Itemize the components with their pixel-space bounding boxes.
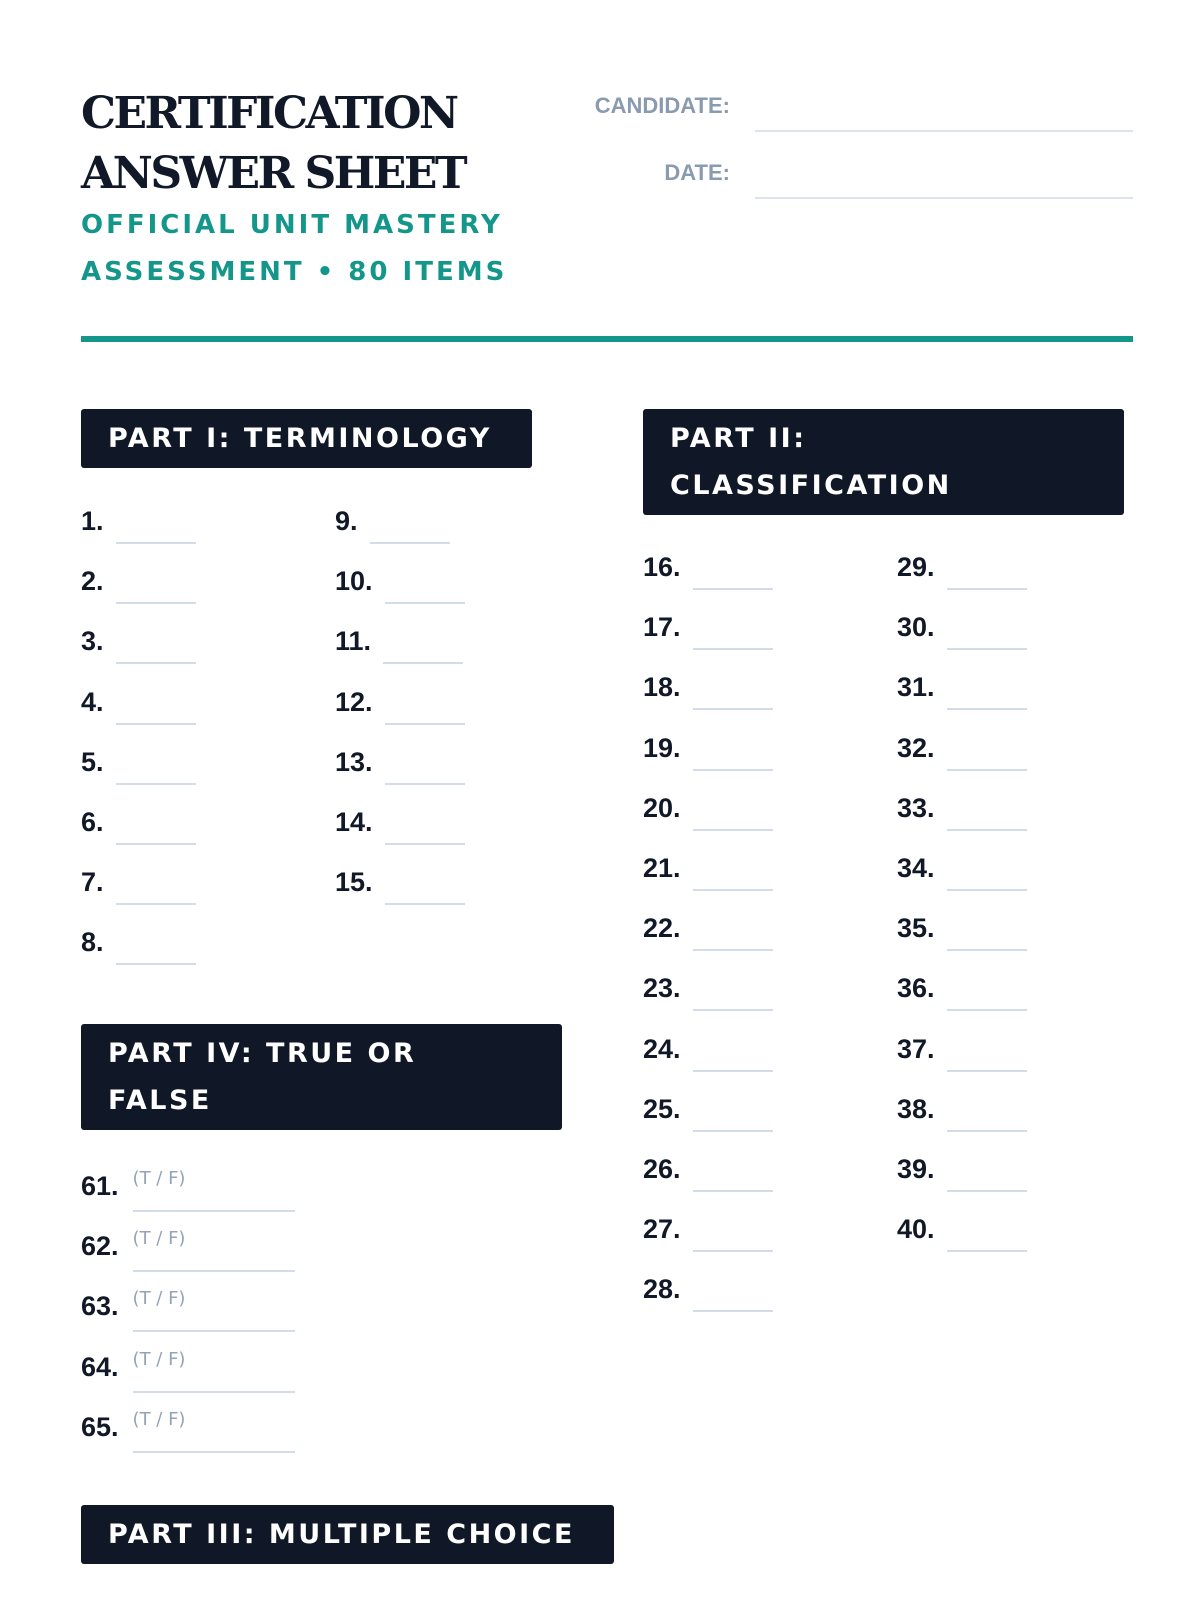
part4-heading [81,1024,562,1130]
item-number: 39. [897,1154,935,1184]
sheet-title [81,84,465,204]
answer-blank[interactable] [385,879,465,905]
answer-blank[interactable] [116,879,196,905]
answer-blank[interactable] [116,939,196,965]
item-number: 65. [81,1411,119,1442]
item-number: 30. [897,612,935,643]
part2-item [643,1273,773,1305]
answer-blank[interactable] [693,684,773,710]
part2-item [897,792,1027,824]
item-number: 19. [643,732,681,763]
part1-item [81,565,196,597]
part2-item [897,1093,1027,1125]
part1-item [335,746,465,778]
item-number: 61. [81,1171,119,1201]
item-number: 35. [897,913,935,944]
item-number: 18. [643,672,681,703]
answer-blank[interactable] [947,564,1027,590]
part1-item [81,866,196,898]
item-number: 26. [643,1154,681,1184]
date-label: DATE: [664,160,730,185]
item-number: 12. [335,686,373,717]
answer-blank[interactable] [947,684,1027,710]
answer-blank[interactable] [693,745,773,771]
item-number: 13. [335,746,373,777]
item-number: 63. [81,1291,119,1322]
item-number: 10. [335,566,373,597]
part2-heading-line: PART II: [670,423,807,454]
answer-blank[interactable] [693,925,773,951]
answer-blank[interactable] [693,1166,773,1192]
item-number: 4. [81,686,104,717]
item-number: 40. [897,1214,935,1245]
part2-item [897,671,1027,703]
item-number: 31. [897,672,935,703]
true-false-field[interactable] [133,1288,295,1332]
true-false-field[interactable] [133,1409,295,1453]
answer-blank[interactable] [947,985,1027,1011]
item-number: 2. [81,566,104,597]
part3-heading [81,1505,614,1564]
part4-heading-line: FALSE [108,1085,212,1116]
part2-item [897,1213,1027,1245]
header-divider [81,336,1133,342]
part2-item [643,732,773,764]
true-false-hint: (T / F) [132,1288,186,1310]
answer-blank[interactable] [693,1046,773,1072]
answer-blank[interactable] [947,865,1027,891]
answer-blank[interactable] [693,1106,773,1132]
part4-item [81,1288,295,1322]
part2-item [897,732,1027,764]
answer-blank[interactable] [947,1166,1027,1192]
item-number: 29. [897,552,935,582]
answer-blank[interactable] [385,699,465,725]
part2-item [643,1153,773,1185]
part2-item [897,611,1027,643]
answer-blank[interactable] [370,518,450,544]
part3-heading-line: PART III: MULTIPLE CHOICE [108,1519,575,1550]
part1-item [81,686,196,718]
true-false-hint: (T / F) [132,1168,186,1189]
item-number: 14. [335,807,373,837]
part4-heading-line: PART IV: TRUE OR [108,1038,417,1069]
item-number: 1. [81,506,104,536]
part4-item [81,1349,295,1383]
answer-blank[interactable] [116,759,196,785]
item-number: 5. [81,746,104,777]
candidate-label: CANDIDATE: [594,93,730,118]
answer-blank[interactable] [947,624,1027,650]
answer-blank[interactable] [116,699,196,725]
answer-blank[interactable] [693,1286,773,1312]
sheet-subtitle [81,202,551,296]
part2-item [643,972,773,1004]
item-number: 34. [897,853,935,883]
answer-blank[interactable] [693,865,773,891]
true-false-hint: (T / F) [132,1408,186,1430]
answer-blank[interactable] [383,638,463,664]
part2-heading-line: CLASSIFICATION [670,470,952,501]
part2-item [643,1033,773,1065]
part2-item [897,551,1027,583]
item-number: 3. [81,626,104,657]
part2-item [897,852,1027,884]
part1-item [81,926,196,958]
true-false-field[interactable] [133,1228,295,1272]
item-number: 6. [81,807,104,837]
answer-blank[interactable] [693,624,773,650]
item-number: 21. [643,853,681,883]
part1-item [335,505,450,537]
answer-blank[interactable] [385,819,465,845]
part2-item [643,1093,773,1125]
part4-item [81,1409,295,1443]
answer-blank[interactable] [116,518,196,544]
true-false-field[interactable] [133,1168,295,1212]
part1-item [335,625,463,657]
answer-blank[interactable] [693,985,773,1011]
part2-item [897,1153,1027,1185]
item-number: 33. [897,792,935,823]
part2-item [643,792,773,824]
true-false-hint: (T / F) [132,1228,186,1250]
item-number: 16. [643,552,681,582]
item-number: 28. [643,1274,681,1305]
part2-item [643,611,773,643]
item-number: 64. [81,1351,119,1382]
answer-blank[interactable] [385,578,465,604]
answer-blank[interactable] [116,638,196,664]
item-number: 24. [643,1033,681,1064]
true-false-field[interactable] [133,1349,295,1393]
item-number: 11. [335,626,372,657]
item-number: 20. [643,792,681,823]
part2-item [897,1033,1027,1065]
answer-blank[interactable] [693,1226,773,1252]
answer-blank[interactable] [385,759,465,785]
part1-item [335,565,465,597]
answer-blank[interactable] [947,805,1027,831]
item-number: 62. [81,1231,119,1262]
part1-item [335,866,465,898]
item-number: 17. [643,612,681,643]
item-number: 8. [81,927,104,958]
answer-blank[interactable] [947,1226,1027,1252]
part1-item [335,686,465,718]
part2-item [643,912,773,944]
item-number: 15. [335,867,373,898]
item-number: 25. [643,1093,681,1124]
part4-item [81,1168,295,1202]
answer-blank[interactable] [116,819,196,845]
item-number: 23. [643,973,681,1004]
subtitle-line: ASSESSMENT • 80 ITEMS [81,257,508,287]
answer-blank[interactable] [693,805,773,831]
item-number: 38. [897,1093,935,1124]
part2-item [643,852,773,884]
part2-item [897,912,1027,944]
item-number: 22. [643,913,681,944]
part1-heading-line: PART I: TERMINOLOGY [108,423,492,454]
date-field[interactable] [755,197,1133,199]
answer-blank[interactable] [947,745,1027,771]
part1-heading [81,409,532,468]
part2-item [643,1213,773,1245]
item-number: 36. [897,973,935,1004]
part1-item [81,746,196,778]
part2-item [643,551,773,583]
part2-item [643,671,773,703]
part1-item [81,806,196,838]
item-number: 32. [897,732,935,763]
true-false-hint: (T / F) [132,1348,186,1370]
part2-item [897,972,1027,1004]
answer-blank[interactable] [116,578,196,604]
part2-heading [643,409,1124,515]
title-line: CERTIFICATION [81,88,457,139]
part4-item [81,1228,295,1262]
part1-item [335,806,465,838]
item-number: 27. [643,1214,681,1245]
subtitle-line: OFFICIAL UNIT MASTERY [81,210,503,240]
part1-item [81,625,196,657]
answer-blank[interactable] [947,925,1027,951]
item-number: 9. [335,506,358,536]
title-line: ANSWER SHEET [81,148,466,199]
part1-item [81,505,196,537]
item-number: 7. [81,867,104,898]
answer-blank[interactable] [693,564,773,590]
item-number: 37. [897,1033,935,1064]
answer-blank[interactable] [947,1046,1027,1072]
answer-blank[interactable] [947,1106,1027,1132]
candidate-field[interactable] [755,130,1133,132]
